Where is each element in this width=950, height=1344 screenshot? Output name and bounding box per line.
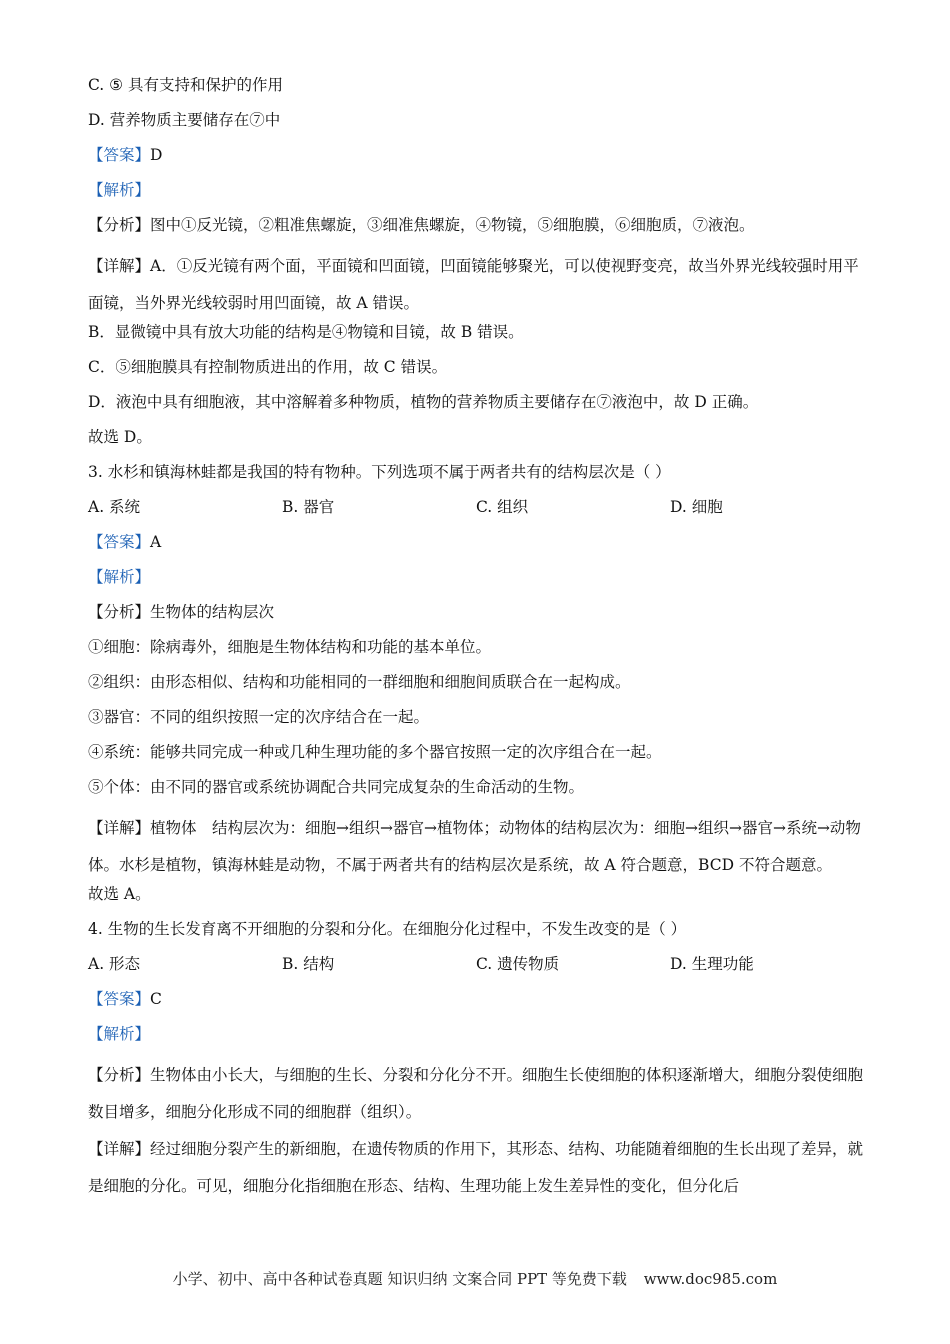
detail-text: A．①反光镜有两个面，平面镜和凹面镜，凹面镜能够聚光，可以使视野变亮，故当外界光线较强时用平面镜，当外界光线较弱时用凹面镜，故 A 错误。 [88,257,859,312]
detail-paragraph [88,1131,868,1205]
level-individual: ⑤个体：由不同的器官或系统协调配合共同完成复杂的生命活动的生物。 [88,778,585,796]
footer-link[interactable]: www.doc985.com [643,1270,778,1288]
answer-tag: 【答案】 [88,533,151,551]
option-a: A. 系统 [88,498,141,516]
option-b: B. 结构 [282,955,335,973]
level-cell: ①细胞：除病毒外，细胞是生物体结构和功能的基本单位。 [88,638,492,656]
analysis-tag: 【解析】 [88,1025,151,1043]
option-c-line: C. ⑤ 具有支持和保护的作用 [88,76,283,94]
question-4-options [88,952,868,987]
analysis-tag: 【解析】 [88,568,151,586]
conclusion-line: 故选 D。 [88,428,152,446]
detail-text: 植物体 结构层次为：细胞→组织→器官→植物体；动物体的结构层次为：细胞→组织→器官→系统→动物体。水杉是植物，镇海林蛙是动物，不属于两者共有的结构层次是系统，故 A 符合题意，BCD 不符合题意。 [88,819,861,874]
analysis-tag: 【解析】 [88,181,151,199]
detail-paragraph [88,248,868,322]
answer-line [88,987,868,1022]
option-c: C. 遗传物质 [476,955,560,973]
answer-tag: 【答案】 [88,146,151,164]
conclusion-line: 故选 A。 [88,885,151,903]
option-a: A. 形态 [88,955,141,973]
option-d: D. 生理功能 [670,955,754,973]
analysis-text: 生物体由小长大，与细胞的生长、分裂和分化分不开。细胞生长使细胞的体积逐渐增大，细胞分裂使细胞数目增多，细胞分化形成不同的细胞群（组织）。 [88,1066,864,1121]
analysis-label: 【分析】 [88,216,151,234]
detail-d-line: D．液泡中具有细胞液，其中溶解着多种物质，植物的营养物质主要储存在⑦液泡中，故 D 正确。 [88,393,759,411]
level-organ: ③器官：不同的组织按照一定的次序结合在一起。 [88,708,430,726]
answer-line [88,143,868,178]
detail-c-line: C．⑤细胞膜具有控制物质进出的作用，故 C 错误。 [88,358,448,376]
answer-value: A [150,533,162,551]
detail-paragraph [88,810,868,884]
footer-text: 小学、初中、高中各种试卷真题 知识归纳 文案合同 PPT 等免费下载 [172,1270,627,1288]
analysis-text: 图中①反光镜，②粗准焦螺旋，③细准焦螺旋，④物镜，⑤细胞膜，⑥细胞质，⑦液泡。 [150,216,755,234]
level-tissue: ②组织：由形态相似、结构和功能相同的一群细胞和细胞间质联合在一起构成。 [88,673,631,691]
answer-value: C [150,990,162,1008]
answer-value: D [150,146,163,164]
document-body [88,73,868,1205]
option-d: D. 细胞 [670,498,723,516]
option-c: C. 组织 [476,498,529,516]
page-footer [0,1268,950,1289]
question-3: 3. 水杉和镇海林蛙都是我国的特有物种。下列选项不属于两者共有的结构层次是（ ） [88,463,671,481]
analysis-line [88,600,868,635]
question-3-options [88,495,868,530]
analysis-line [88,213,868,248]
option-b: B. 器官 [282,498,335,516]
option-d-line: D. 营养物质主要储存在⑦中 [88,111,281,129]
detail-label: 【详解】 [88,819,151,837]
analysis-label: 【分析】 [88,603,151,621]
analysis-paragraph [88,1057,868,1131]
detail-label: 【详解】 [88,257,151,275]
level-system: ④系统：能够共同完成一种或几种生理功能的多个器官按照一定的次序组合在一起。 [88,743,662,761]
detail-label: 【详解】 [88,1140,151,1158]
answer-tag: 【答案】 [88,990,151,1008]
question-4: 4. 生物的生长发育离不开细胞的分裂和分化。在细胞分化过程中，不发生改变的是（ ） [88,920,687,938]
detail-b-line: B．显微镜中具有放大功能的结构是④物镜和目镜，故 B 错误。 [88,323,524,341]
analysis-text: 生物体的结构层次 [150,603,275,621]
answer-line [88,530,868,565]
analysis-label: 【分析】 [88,1066,151,1084]
detail-text: 经过细胞分裂产生的新细胞，在遗传物质的作用下，其形态、结构、功能随着细胞的生长出现了差异，就是细胞的分化。可见，细胞分化指细胞在形态、结构、生理功能上发生差异性的变化，但分化后 [88,1140,864,1195]
